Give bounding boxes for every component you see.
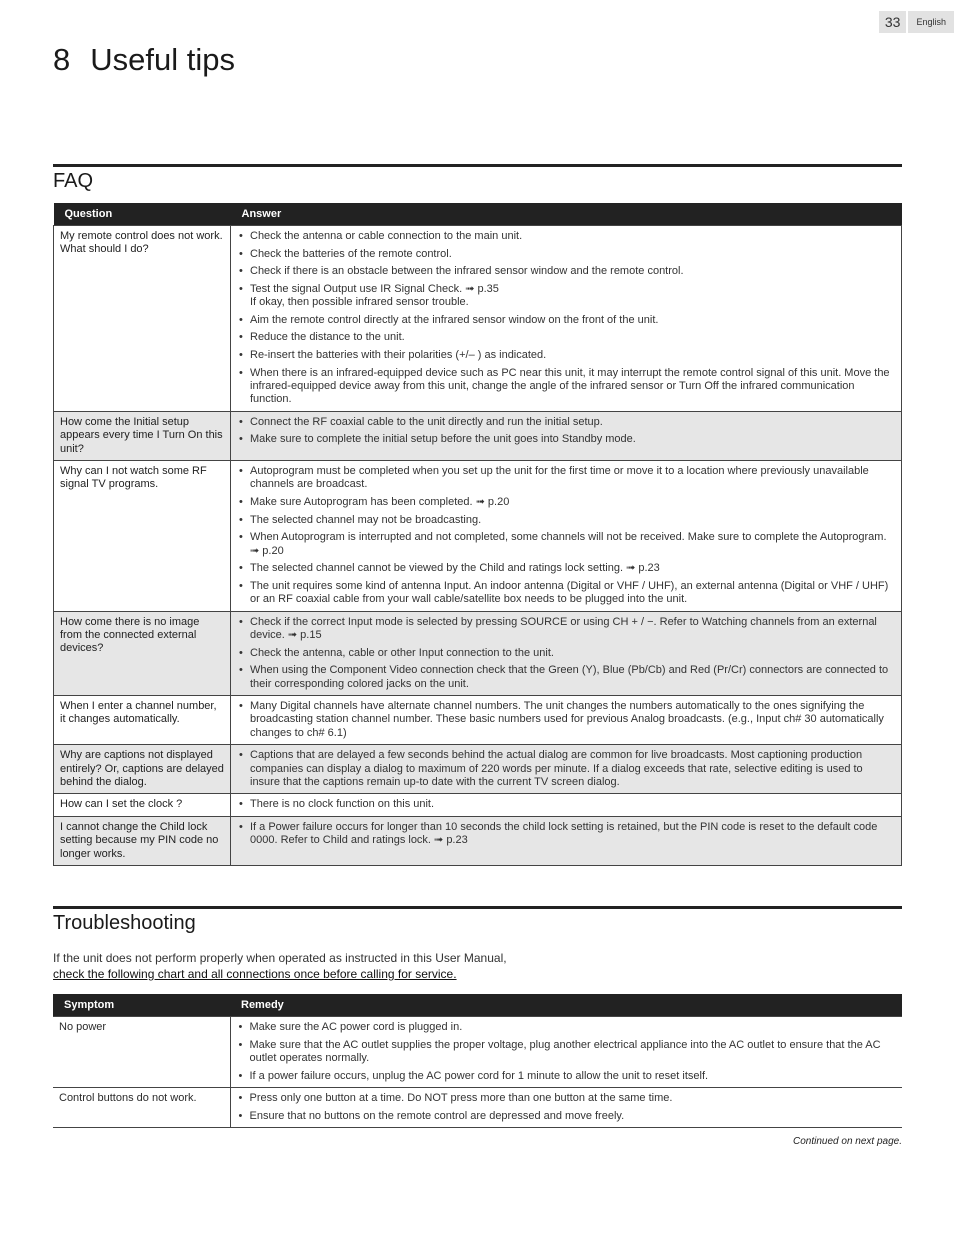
bullet-list [237, 416, 895, 447]
list-item: • The selected channel cannot be viewed by the Child and ratings lock setting. ➟ p.23 [237, 562, 895, 575]
faq-question: Why can I not watch some RF signal TV programs. [54, 461, 231, 612]
language-label: English [908, 11, 954, 33]
page-indicator [879, 11, 954, 33]
faq-question: How come the Initial setup appears every time I Turn On this unit? [54, 411, 231, 460]
bullet-list [237, 1021, 897, 1083]
chapter-title-text: Useful tips [90, 42, 235, 77]
list-item: • Check the antenna, cable or other Input connection to the unit. [237, 647, 895, 660]
list-item: • Make sure Autoprogram has been completed. ➟ p.20 [237, 496, 895, 509]
list-item: • The selected channel may not be broadcasting. [237, 514, 895, 527]
chapter-title [53, 42, 235, 78]
faq-heading: FAQ [53, 170, 94, 192]
list-item: • Check the antenna or cable connection to the main unit. [237, 230, 895, 243]
table-row [54, 816, 902, 865]
troubleshooting-table [53, 994, 902, 1128]
continued-note: Continued on next page. [793, 1136, 902, 1147]
faq-answer [231, 411, 902, 460]
troubleshooting-intro [53, 950, 507, 982]
trouble-remedy [230, 1088, 902, 1128]
faq-question: Why are captions not displayed entirely? Or, captions are delayed behind the dialog. [54, 745, 231, 794]
list-item: • Re-insert the batteries with their polarities (+/– ) as indicated. [237, 349, 895, 362]
table-row [54, 611, 902, 695]
list-item: • Check if there is an obstacle between the infrared sensor window and the remote control. [237, 265, 895, 278]
faq-section-rule [53, 164, 902, 167]
trouble-col-remedy: Remedy [230, 994, 902, 1017]
faq-table [53, 203, 902, 866]
bullet-list [237, 700, 895, 740]
bullet-list [237, 616, 895, 691]
list-item: • Connect the RF coaxial cable to the unit directly and run the initial setup. [237, 416, 895, 429]
chapter-number: 8 [53, 42, 71, 77]
list-item: • Captions that are delayed a few seconds behind the actual dialog are common for live broadcasts. Most captioning production companies can display a dialog to maximum of 220 words per minute. If a dialog exceeds that rate, selective editing is used to insure that the captions remain up-to date with the current TV screen dialog. [237, 749, 895, 789]
faq-question: I cannot change the Child lock setting because my PIN code no longer works. [54, 816, 231, 865]
faq-answer [231, 461, 902, 612]
list-item: • Many Digital channels have alternate channel numbers. The unit changes the numbers automatically to the ones signifying the broadcasting station channel number. These basic numbers used for previous Analog broadcasts. (e.g., Input ch# 30 automatically changes to ch# 6.1) [237, 700, 895, 740]
faq-question: How come there is no image from the connected external devices? [54, 611, 231, 695]
list-item: • Check the batteries of the remote control. [237, 248, 895, 261]
bullet-list [237, 821, 895, 848]
faq-answer [231, 816, 902, 865]
trouble-col-symptom: Symptom [53, 994, 230, 1017]
list-item: • There is no clock function on this unit. [237, 798, 895, 811]
list-item: • When using the Component Video connection check that the Green (Y), Blue (Pb/Cb) and Red (Pr/Cr) connectors are connected to their corresponding colored jacks on the unit. [237, 664, 895, 691]
list-item: • The unit requires some kind of antenna Input. An indoor antenna (Digital or VHF / UHF), an external antenna (Digital or VHF / UHF) or an RF coaxial cable from your wall cable/satellite box needs to be plugged into the unit. [237, 580, 895, 607]
faq-col-answer: Answer [231, 203, 902, 226]
table-row [54, 745, 902, 794]
list-item: • Test the signal Output use IR Signal Check. ➟ p.35 If okay, then possible infrared sensor trouble. [237, 283, 895, 310]
list-item: • Make sure the AC power cord is plugged in. [237, 1021, 897, 1034]
bullet-list [237, 749, 895, 789]
list-item: • Press only one button at a time. Do NOT press more than one button at the same time. [237, 1092, 897, 1105]
trouble-remedy [230, 1017, 902, 1088]
table-row [54, 461, 902, 612]
trouble-header-row [53, 994, 902, 1017]
list-item: • If a power failure occurs, unplug the AC power cord for 1 minute to allow the unit to reset itself. [237, 1070, 897, 1083]
faq-answer [231, 794, 902, 816]
table-row [53, 1088, 902, 1128]
list-item: • Reduce the distance to the unit. [237, 331, 895, 344]
list-item: • When Autoprogram is interrupted and not completed, some channels will not be received. Make sure to complete the Autoprogram. ➟ p.20 [237, 531, 895, 558]
table-row [54, 794, 902, 816]
faq-answer [231, 696, 902, 745]
faq-question: How can I set the clock ? [54, 794, 231, 816]
list-item: • Autoprogram must be completed when you set up the unit for the first time or move it to a location where previously unavailable channels are broadcast. [237, 465, 895, 492]
trouble-symptom: No power [53, 1017, 230, 1088]
table-row [54, 226, 902, 412]
list-item: • If a Power failure occurs for longer than 10 seconds the child lock setting is retained, but the PIN code is reset to the default code 0000. Refer to Child and ratings lock. ➟ p.23 [237, 821, 895, 848]
bullet-list [237, 230, 895, 407]
table-row [54, 696, 902, 745]
list-item: • Make sure that the AC outlet supplies the proper voltage, plug another electrical appliance into the AC outlet to ensure that the AC outlet operates normally. [237, 1039, 897, 1066]
intro-line-1: If the unit does not perform properly when operated as instructed in this User Manual, [53, 951, 507, 965]
faq-answer [231, 226, 902, 412]
list-item: • When there is an infrared-equipped device such as PC near this unit, it may interrupt the remote control signal of this unit. Move the infrared-equipped device away from this unit, change the angle of the infrared sensor or Turn Off the infrared communication function. [237, 367, 895, 407]
faq-question: When I enter a channel number, it changes automatically. [54, 696, 231, 745]
list-item: • Make sure to complete the initial setup before the unit goes into Standby mode. [237, 433, 895, 446]
list-item: • Aim the remote control directly at the infrared sensor window on the front of the unit. [237, 314, 895, 327]
faq-col-question: Question [54, 203, 231, 226]
faq-answer [231, 611, 902, 695]
bullet-list [237, 1092, 897, 1123]
list-item: • Check if the correct Input mode is selected by pressing SOURCE or using CH + / −. Refer to Watching channels from an external device. ➟ p.15 [237, 616, 895, 643]
trouble-symptom: Control buttons do not work. [53, 1088, 230, 1128]
troubleshooting-heading: Troubleshooting [53, 912, 196, 934]
list-item: • Ensure that no buttons on the remote control are depressed and move freely. [237, 1110, 897, 1123]
faq-header-row [54, 203, 902, 226]
bullet-list [237, 465, 895, 607]
faq-question: My remote control does not work. What should I do? [54, 226, 231, 412]
faq-answer [231, 745, 902, 794]
intro-line-2: check the following chart and all connections once before calling for service. [53, 967, 457, 981]
page-number: 33 [879, 11, 907, 33]
table-row [53, 1017, 902, 1088]
bullet-list [237, 798, 895, 811]
troubleshooting-section-rule [53, 906, 902, 909]
table-row [54, 411, 902, 460]
